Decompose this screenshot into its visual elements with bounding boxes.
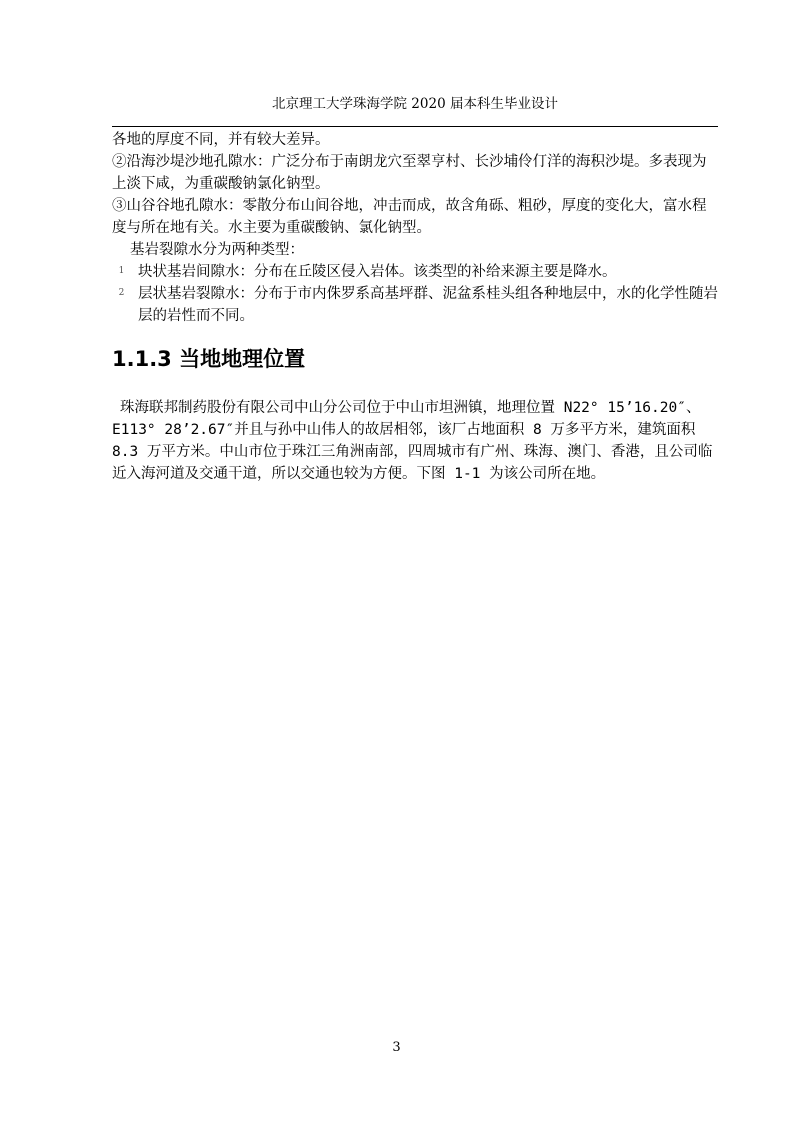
paragraph-line: 各地的厚度不同，并有较大差异。 (112, 132, 330, 148)
list-item-text: 块状基岩间隙水：分布在丘陵区侵入岩体。该类型的补给来源主要是降水。 (138, 264, 617, 280)
body-text (112, 129, 720, 327)
section-paragraph: 珠海联邦制药股份有限公司中山分公司位于中山市坦洲镇，地理位置 N22° 15’16.20″、E113° 28’2.67″并且与孙中山伟人的故居相邻，该厂占地面积 8 万多平方米，建筑面积 8.3 万平方米。中山市位于珠江三角洲南部，四周城市有广州、珠海、澳门、香港，且公司临近入海河道及交通干道，所以交通也较为方便。下图 1-1 为该公司所在地。 (112, 400, 713, 482)
paragraph-coastal-sand: ②沿海沙堤沙地孔隙水：广泛分布于南朗龙穴至翠亨村、长沙埔伶仃洋的海积沙堤。多表现为上淡下咸，为重碳酸钠氯化钠型。 (112, 154, 707, 192)
section-heading: 1.1.3 当地地理位置 (112, 347, 306, 371)
list-number-marker: 1 (118, 266, 125, 276)
list-item (112, 261, 720, 283)
paragraph-bedrock-intro: 基岩裂隙水分为两种类型： (130, 242, 304, 258)
list-item-text: 层状基岩裂隙水：分布于市内侏罗系高基坪群、泥盆系桂头组各种地层中，水的化学性随岩层的岩性而不同。 (138, 286, 718, 324)
list-item (112, 283, 720, 327)
paragraph-valley: ③山谷谷地孔隙水：零散分布山间谷地，冲击而成，故含角砾、粗砂，厚度的变化大，富水程度与所在地有关。水主要为重碳酸钠、氯化钠型。 (112, 198, 707, 236)
list-number-marker: 2 (118, 288, 125, 298)
page-number: 3 (392, 1040, 401, 1055)
page-header: 北京理工大学珠海学院 2020 届本科生毕业设计 (272, 96, 558, 112)
header-divider (112, 126, 718, 127)
section-body (112, 397, 720, 485)
